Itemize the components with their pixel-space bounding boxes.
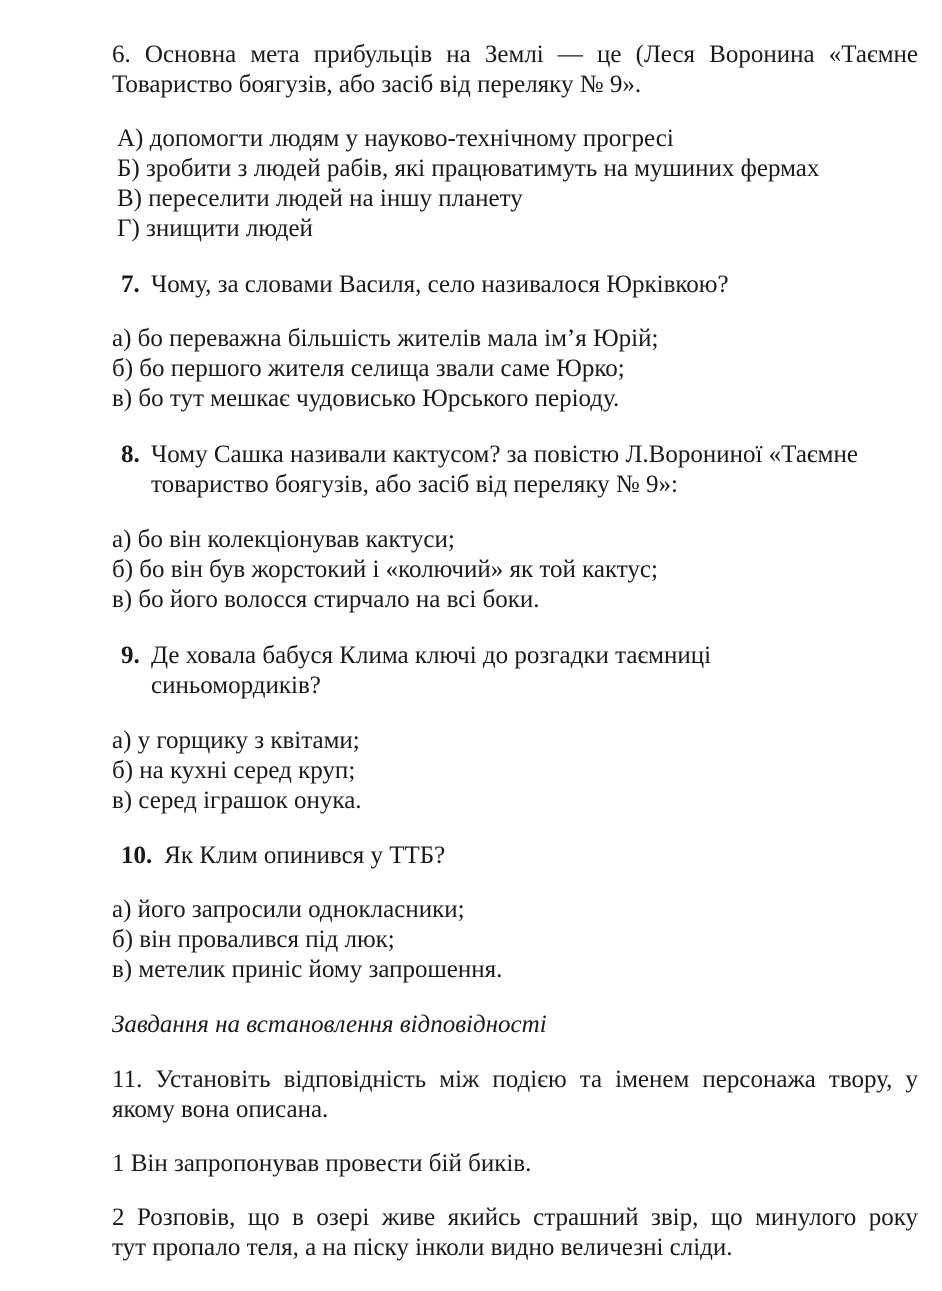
option: б) бо він був жорстокий і «колючий» як той кактус; xyxy=(112,556,658,583)
question-7-text: Чому, за словами Василя, село називалося Юрківкою? xyxy=(151,271,729,298)
question-6-stem xyxy=(112,40,918,100)
question-9-stem xyxy=(121,641,911,701)
question-9-line-1: Де ховала бабуся Клима ключі до розгадки таємниці xyxy=(151,642,712,669)
option: б) на кухні серед круп; xyxy=(112,757,356,784)
question-9-options xyxy=(112,726,362,816)
option: Г) знищити людей xyxy=(117,215,313,242)
option: а) у горщику з квітами; xyxy=(112,727,360,754)
option: в) бо його волосся стирчало на всі боки. xyxy=(112,586,540,613)
question-11-event-2-line-1: 2 Розповів, що в озері живе якийсь страшний звір, що минулого року xyxy=(112,1204,918,1231)
question-8-line-1: Чому Сашка називали кактусом? за повістю Л.Ворониної «Таємне xyxy=(151,441,858,468)
question-8-options xyxy=(112,525,658,615)
question-8-line-2: товариство боягузів, або засіб від переляку № 9»: xyxy=(151,471,678,498)
question-10-number: 10. xyxy=(121,842,153,869)
question-11-event-1: 1 Він запропонував провести бій биків. xyxy=(112,1150,532,1177)
question-11-event-2-line-2: тут пропало теля, а на піску інколи видно величезні сліди. xyxy=(112,1234,733,1261)
question-7-stem xyxy=(121,270,911,300)
option: А) допомогти людям у науково-технічному прогресі xyxy=(117,125,674,152)
option: б) бо першого жителя селища звали саме Юрко; xyxy=(112,355,625,382)
question-6-line-1: 6. Основна мета прибульців на Землі — це (Леся Воронина «Таємне xyxy=(112,41,918,68)
question-11-event-2 xyxy=(112,1203,918,1263)
question-7-options xyxy=(112,324,658,414)
option: а) бо він колекціонував кактуси; xyxy=(112,526,455,553)
option: в) бо тут мешкає чудовисько Юрського періоду. xyxy=(112,385,620,412)
option: Б) зробити з людей рабів, які працюватимуть на мушиних фермах xyxy=(117,155,820,182)
option: б) він провалився під люк; xyxy=(112,926,395,953)
option: в) метелик приніс йому запрошення. xyxy=(112,956,503,983)
question-8-stem xyxy=(121,440,911,500)
option: а) його запросили однокласники; xyxy=(112,896,465,923)
question-8-number: 8. xyxy=(121,441,140,468)
question-10-text: Як Клим опинився у ТТБ? xyxy=(164,842,446,869)
question-10-options xyxy=(112,895,502,985)
option: а) бо переважна більшість жителів мала ім’я Юрій; xyxy=(112,325,659,352)
option: В) переселити людей на іншу планету xyxy=(117,185,523,212)
question-11-stem xyxy=(112,1065,918,1125)
question-7-number: 7. xyxy=(121,271,140,298)
question-9-number: 9. xyxy=(121,642,140,669)
question-6-line-2: Товариство боягузів, або засіб від переляку № 9». xyxy=(112,71,642,98)
question-9-line-2: синьомордиків? xyxy=(151,672,321,699)
question-6-options xyxy=(117,124,819,244)
section-heading: Завдання на встановлення відповідності xyxy=(112,1011,547,1038)
question-11-line-2: якому вона описана. xyxy=(112,1096,329,1123)
question-10-stem xyxy=(121,841,445,871)
question-11-line-1: 11. Установіть відповідність між подією та іменем персонажа твору, у xyxy=(112,1066,918,1093)
option: в) серед іграшок онука. xyxy=(112,787,362,814)
